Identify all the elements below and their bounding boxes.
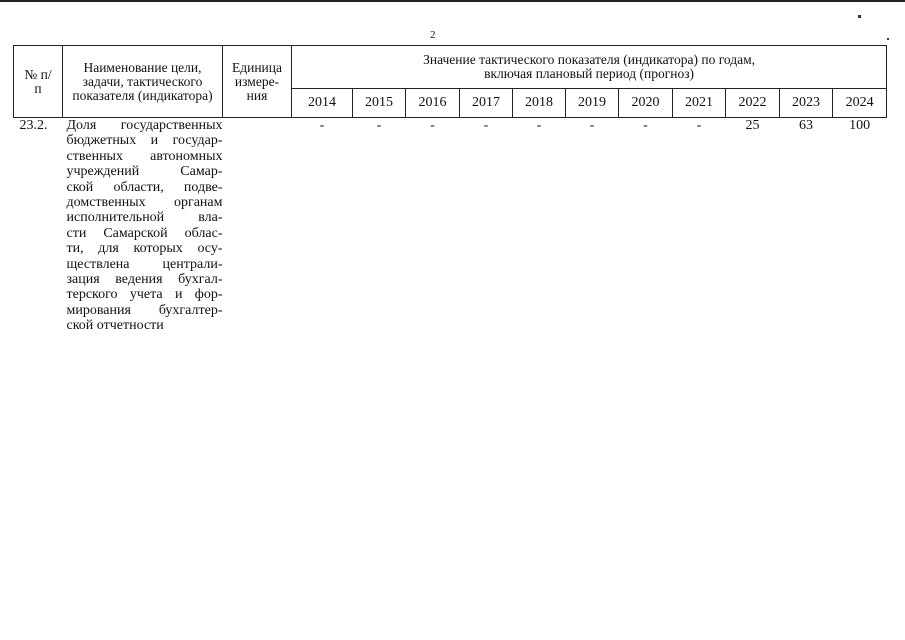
indicator-name: [63, 118, 223, 334]
indicator-name-line: Доля государственных: [66, 118, 223, 133]
value-cell: 25: [726, 118, 780, 334]
indicator-name-line: сти Самарской облас-: [66, 225, 223, 241]
indicator-name-line: ской отчетности: [66, 318, 164, 334]
value-cell: -: [619, 118, 673, 334]
year-header: 2018: [513, 89, 566, 118]
scan-speck: [887, 38, 889, 40]
value-cell: 63: [780, 118, 833, 334]
year-header: 2015: [353, 89, 406, 118]
unit-cell: [223, 118, 292, 334]
value-cell: -: [513, 118, 566, 334]
col-header-name: Наименование цели, задачи, тактического показателя (индикатора): [63, 46, 223, 118]
indicator-name-line: домственных органам: [66, 195, 223, 211]
value-cell: -: [673, 118, 726, 334]
value-cell: -: [292, 118, 353, 334]
top-border-line: [0, 0, 905, 2]
year-header: 2021: [673, 89, 726, 118]
year-header: 2019: [566, 89, 619, 118]
year-header: 2014: [292, 89, 353, 118]
value-cell: 100: [833, 118, 887, 334]
indicator-name-line: ти, для которых осу-: [66, 241, 223, 257]
indicator-table: [13, 45, 887, 334]
page-number: 2: [430, 29, 436, 41]
year-header: 2017: [460, 89, 513, 118]
indicator-name-line: ществлена централи-: [66, 256, 223, 272]
col-header-values-group: Значение тактического показателя (индикатора) по годам, включая плановый период (прогноз): [292, 46, 887, 89]
indicator-name-line: ственных автономных: [66, 148, 223, 164]
indicator-name-line: ской области, подве-: [66, 179, 223, 195]
year-header: 2024: [833, 89, 887, 118]
value-cell: -: [566, 118, 619, 334]
indicator-name-line: бюджетных и государ-: [66, 133, 223, 149]
value-cell: -: [406, 118, 460, 334]
year-header: 2020: [619, 89, 673, 118]
year-header: 2022: [726, 89, 780, 118]
value-cell: -: [460, 118, 513, 334]
scan-speck: [858, 15, 861, 18]
indicator-name-line: мирования бухгалтер-: [66, 302, 223, 318]
indicator-name-line: учреждений Самар-: [66, 164, 223, 180]
indicator-name-line: исполнительной вла-: [66, 210, 223, 226]
row-number: 23.2.: [14, 118, 63, 334]
indicator-name-line: зация ведения бухгал-: [66, 272, 223, 288]
year-header: 2023: [780, 89, 833, 118]
table-row: [14, 118, 887, 334]
col-header-unit: Единица измере-ния: [223, 46, 292, 118]
indicator-name-line: терского учета и фор-: [66, 287, 223, 303]
col-header-num: № п/п: [14, 46, 63, 118]
value-cell: -: [353, 118, 406, 334]
year-header: 2016: [406, 89, 460, 118]
